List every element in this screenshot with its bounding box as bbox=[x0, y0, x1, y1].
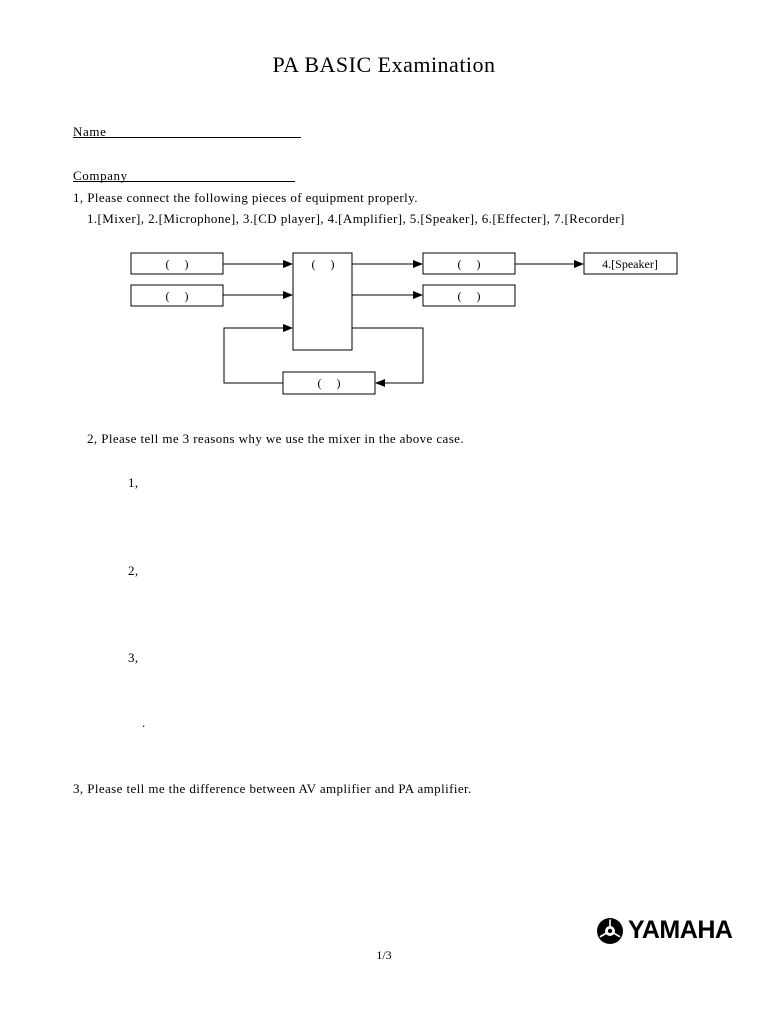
blank-box-output-2-text: ( ) bbox=[457, 289, 481, 303]
speaker-box-text: 4.[Speaker] bbox=[602, 257, 658, 271]
company-label: Company bbox=[73, 168, 128, 183]
connection-diagram bbox=[0, 0, 768, 420]
blank-box-center-text: ( ) bbox=[311, 257, 335, 271]
name-label: Name bbox=[73, 124, 107, 139]
question-2-item-2: 2, bbox=[128, 563, 139, 578]
page-title: PA BASIC Examination bbox=[272, 52, 496, 77]
yamaha-logo-text: YAMAHA bbox=[628, 916, 733, 944]
blank-box-input-2-text: ( ) bbox=[165, 289, 189, 303]
question-1-options: 1.[Mixer], 2.[Microphone], 3.[CD player], 4.[Amplifier], 5.[Speaker], 6.[Effecter], 7.[Recorder] bbox=[87, 211, 625, 226]
yamaha-tuning-fork-icon bbox=[596, 917, 624, 945]
stray-dot: . bbox=[142, 715, 146, 730]
blank-box-input-1-text: ( ) bbox=[165, 257, 189, 271]
question-2-item-3: 3, bbox=[128, 650, 139, 665]
blank-box-loop-text: ( ) bbox=[317, 376, 341, 390]
page-number: 1/3 bbox=[376, 948, 392, 962]
question-2-item-1: 1, bbox=[128, 475, 139, 490]
question-1-prompt: 1, Please connect the following pieces of equipment properly. bbox=[73, 190, 418, 205]
yamaha-logo bbox=[596, 916, 732, 945]
question-3-prompt: 3, Please tell me the difference between AV amplifier and PA amplifier. bbox=[73, 781, 472, 796]
arrow-loop-to-center bbox=[224, 328, 292, 383]
blank-box-output-1-text: ( ) bbox=[457, 257, 481, 271]
question-2-prompt: 2, Please tell me 3 reasons why we use the mixer in the above case. bbox=[87, 431, 464, 446]
